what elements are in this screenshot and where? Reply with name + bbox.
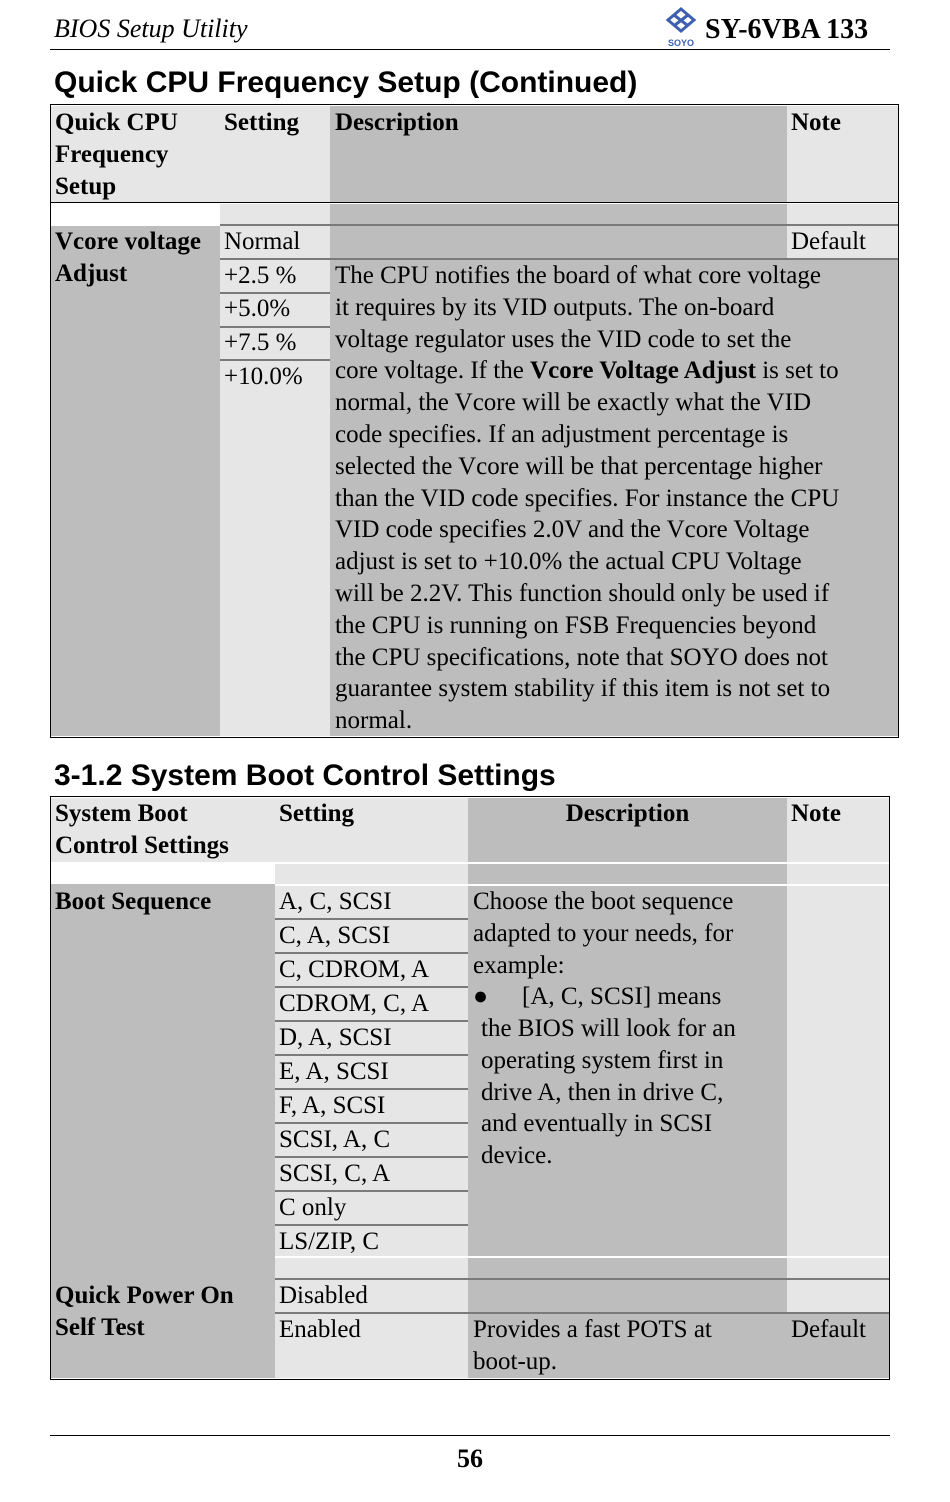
- soyo-logo: [662, 6, 700, 48]
- header-rule: [50, 49, 890, 50]
- setting-option: Disabled: [279, 1282, 368, 1309]
- footer-rule: [50, 1435, 890, 1436]
- column-header-item: System Boot Control Settings: [55, 800, 229, 859]
- setting-option: SCSI, C, A: [279, 1160, 391, 1187]
- column-header-setting: Setting: [279, 800, 354, 827]
- boot-sequence-description: Choose the boot sequence adapted to your needs, for example:: [473, 888, 734, 979]
- section-title-boot: 3-1.2 System Boot Control Settings: [54, 759, 556, 792]
- note-default: Default: [791, 228, 866, 255]
- header-title: BIOS Setup Utility: [54, 14, 248, 43]
- setting-option: C only: [279, 1194, 347, 1221]
- quick-post-label: Quick Power On Self Test: [55, 1282, 234, 1341]
- page-number: 56: [457, 1444, 483, 1473]
- setting-option: +7.5 %: [224, 329, 297, 356]
- setting-option: +2.5 %: [224, 262, 297, 289]
- setting-option: Normal: [224, 228, 301, 255]
- header-model: SY-6VBA 133: [705, 14, 869, 45]
- setting-option: +10.0%: [224, 363, 303, 390]
- setting-option: A, C, SCSI: [279, 888, 392, 915]
- bullet-text: the BIOS will look for an operating system first in drive A, then in drive C, and eventually in SCSI device.: [481, 1015, 736, 1170]
- note-default: Default: [791, 1316, 866, 1343]
- setting-option: C, A, SCSI: [279, 922, 391, 949]
- quick-post-description: Provides a fast POTS at boot-up.: [473, 1316, 712, 1375]
- setting-option: C, CDROM, A: [279, 956, 430, 983]
- column-header-description: Description: [565, 800, 690, 827]
- logo-wordmark: SOYO: [667, 38, 695, 48]
- setting-option: LS/ZIP, C: [279, 1228, 380, 1255]
- vcore-item-label: Vcore voltage Adjust: [55, 228, 202, 287]
- bullet-icon: ●: [473, 983, 489, 1010]
- setting-option: CDROM, C, A: [279, 990, 430, 1017]
- setting-option: D, A, SCSI: [279, 1024, 392, 1051]
- setting-option: F, A, SCSI: [279, 1092, 386, 1119]
- column-header-note: Note: [791, 109, 841, 136]
- bullet-text-first: [A, C, SCSI] means: [522, 983, 722, 1010]
- column-header-note: Note: [791, 800, 841, 827]
- boot-sequence-label: Boot Sequence: [55, 888, 212, 915]
- section-title-cpu: Quick CPU Frequency Setup (Continued): [54, 66, 638, 99]
- setting-option: +5.0%: [224, 295, 291, 322]
- column-header-setting: Setting: [224, 109, 299, 136]
- setting-option: E, A, SCSI: [279, 1058, 389, 1085]
- setting-option: SCSI, A, C: [279, 1126, 391, 1153]
- vcore-description: The CPU notifies the board of what core voltage it requires by its VID outputs. The on-board voltage regulator uses the VID code to set the core voltage. If the Vcore Voltage Adjust is set to normal, the Vcore will be exactly what the VID code specifies. If an adjustment percentage is selected the Vcore will be that percentage higher than the VID code specifies. For instance the CPU VID code specifies 2.0V and the Vcore Voltage adjust is set to +10.0% the actual CPU Voltage will be 2.2V. This function should only be used if the CPU is running on FSB Frequencies beyond the CPU specifications, note that SOYO does not guarantee system stability if this item is not set to normal.: [335, 262, 840, 735]
- column-header-description: Description: [335, 109, 459, 136]
- column-header-item: Quick CPU Frequency Setup: [55, 109, 178, 200]
- setting-option: Enabled: [279, 1316, 361, 1343]
